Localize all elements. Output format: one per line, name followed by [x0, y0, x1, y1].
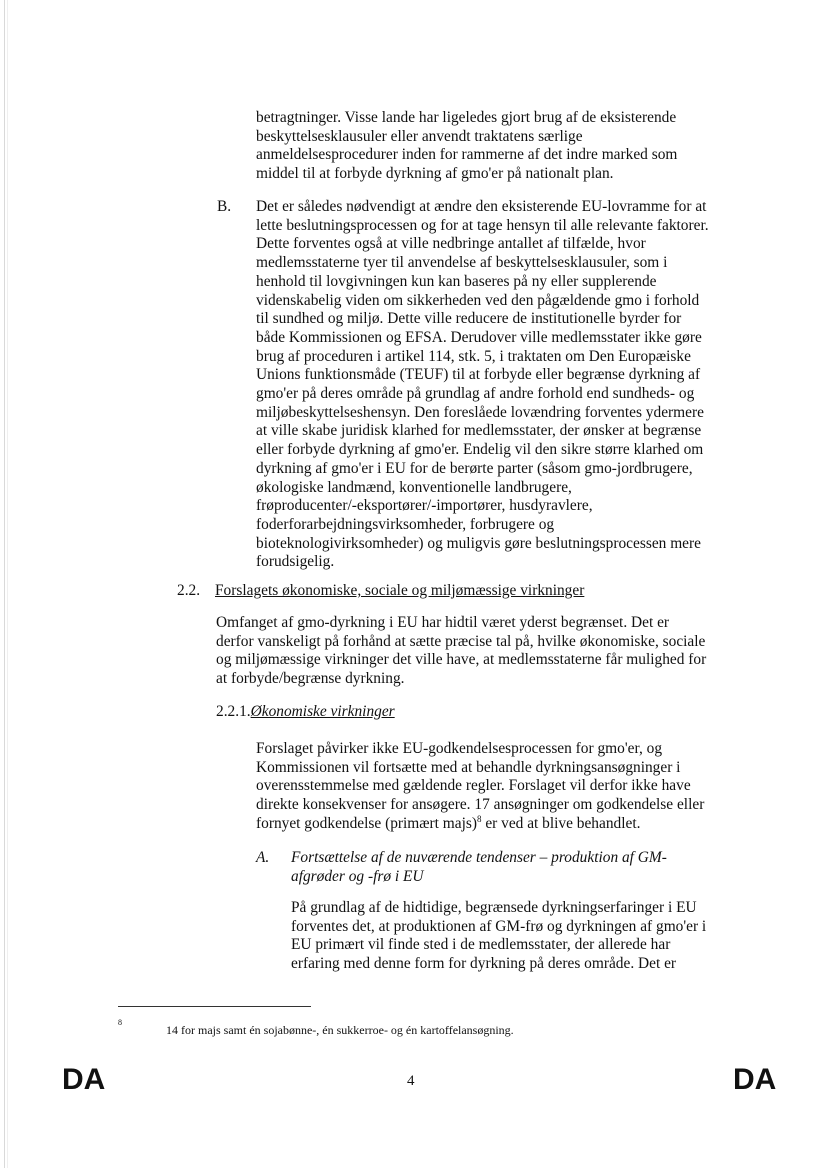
item-b-line: brug af proceduren i artikel 114, stk. 5, i traktaten om Den Europæiske	[256, 347, 691, 365]
item-b-line: henhold til lovgivningen kun kan baseres på ny eller supplerende	[256, 272, 657, 290]
intro-line: anmeldelsesprocedurer inden for rammerne af det indre marked som	[256, 146, 678, 164]
item-b-line: miljøbeskyttelseshensyn. Den foreslåede lovændring forventes ydermere	[256, 403, 704, 421]
item-b-paragraph	[256, 198, 726, 572]
item-a-line: erfaring med denne form for dyrkning på deres område. Det er	[291, 955, 677, 973]
section-2-2-1-line: Kommissionen vil fortsætte med at behandle dyrkningsansøgninger i	[256, 758, 681, 776]
intro-line: beskyttelsesklausuler eller anvendt traktatens særlige	[256, 127, 583, 145]
section-2-2-1-paragraph	[256, 740, 726, 834]
item-b-line: økologiske landmænd, konventionelle landbrugere,	[256, 478, 572, 496]
scan-edge-line	[4, 0, 5, 1168]
language-code-right: DA	[733, 1063, 777, 1096]
section-2-2-1-line: overensstemmelse med gældende regler. Forslaget vil derfor ikke have	[256, 777, 691, 795]
section-2-2-line: Omfanget af gmo-dyrkning i EU har hidtil været yderst begrænset. Det er	[216, 614, 670, 631]
item-b-line: bioteknologivirksomheder) og muligvis gøre beslutningsprocessen mere	[256, 534, 701, 552]
footnote-mark: 8	[118, 1018, 122, 1027]
section-2-2-1-heading	[216, 703, 395, 722]
item-b-line: eller forbyde dyrkning af gmo'er. Endelig vil den sikre større klarhed om	[256, 441, 704, 459]
item-a-paragraph	[291, 899, 726, 974]
item-a-line: forventes det, at produktionen af GM-frø og dyrkningen af gmo'er i	[291, 917, 707, 935]
section-2-2-1-line: direkte konsekvenser for ansøgere. 17 ansøgninger om godkendelse eller	[256, 796, 705, 814]
line-text: fornyet godkendelse (primært majs)	[256, 814, 477, 832]
footnote-text: 14 for majs samt én sojabønne-, én sukkerroe- og én kartoffelansøgning.	[166, 1023, 514, 1037]
item-a-title-line: Fortsættelse af de nuværende tendenser – produktion af GM-	[291, 849, 667, 866]
item-b-line: Det er således nødvendigt at ændre den eksisterende EU-lovramme for at	[256, 198, 707, 215]
item-b-line: gmo'er på deres område på grundlag af andre forhold end sundheds- og	[256, 385, 695, 403]
item-b-label: B.	[217, 198, 232, 215]
section-number: 2.2.	[177, 582, 201, 599]
item-a-label: A.	[256, 849, 270, 866]
item-b-line: dyrkning af gmo'er i EU for de berørte parter (såsom gmo-jordbrugere,	[256, 459, 693, 477]
item-b-line: forudsigelig.	[256, 553, 335, 571]
section-title: Forslagets økonomiske, sociale og miljømæssige virkninger	[215, 582, 585, 599]
item-b-line: at ville skabe juridisk klarhed for medlemsstater, der ønsker at begrænse	[256, 422, 702, 440]
item-a-line: På grundlag af de hidtidige, begrænsede dyrkningserfaringer i EU	[291, 899, 697, 916]
subsection-title: Økonomiske virkninger	[250, 703, 395, 720]
language-code-left: DA	[62, 1063, 106, 1096]
item-b-line: frøproducenter/-eksportører/-importører, husdyravlere,	[256, 497, 593, 515]
item-a-line: EU primært vil finde sted i de medlemsstater, der allerede har	[291, 936, 671, 954]
item-b-line: videnskabelig viden om sikkerheden ved den pågældende gmo i forhold	[256, 291, 700, 309]
line-text: er ved at blive behandlet.	[481, 814, 641, 832]
section-2-2-heading	[177, 582, 737, 601]
footnote-reference[interactable]: 8	[476, 813, 482, 824]
section-2-2-line: at forbyde/begrænse dyrkning.	[216, 670, 405, 688]
item-b-line: lette beslutningsprocessen og for at tage hensyn til alle relevante faktorer.	[256, 216, 709, 234]
item-b-line: til sundhed og miljø. Dette ville reducere de institutionelle byrder for	[256, 310, 682, 328]
section-2-2-paragraph	[216, 614, 726, 689]
intro-line: betragtninger. Visse lande har ligeledes gjort brug af de eksisterende	[256, 109, 677, 126]
item-a-title-line: afgrøder og -frø i EU	[291, 867, 424, 885]
item-b-line: medlemsstaterne tyer til anvendelse af beskyttelsesklausuler, som i	[256, 254, 668, 272]
item-b-line: Unions funktionsmåde (TEUF) til at forbyde eller begrænse dyrkning af	[256, 366, 701, 384]
section-2-2-line: og miljømæssige virkninger det ville have, at medlemsstaterne får mulighed for	[216, 651, 707, 669]
scan-edge-line-secondary	[7, 0, 8, 1168]
page-number: 4	[407, 1073, 415, 1089]
section-2-2-1-line: Forslaget påvirker ikke EU-godkendelsesprocessen for gmo'er, og	[256, 740, 663, 757]
section-2-2-1-line	[256, 815, 726, 834]
item-b-line: foderforarbejdningsvirksomheder, forbrugere og	[256, 515, 555, 533]
footnote-separator	[118, 1006, 311, 1007]
subsection-number: 2.2.1.	[216, 703, 251, 720]
section-2-2-line: derfor vanskeligt på forhånd at sætte præcise tal på, hvilke økonomiske, sociale	[216, 632, 706, 650]
intro-line: middel til at forbyde dyrkning af gmo'er på nationalt plan.	[256, 165, 614, 183]
intro-paragraph	[256, 109, 726, 184]
item-a-title	[291, 849, 726, 886]
item-b-line: både Kommissionen og EFSA. Derudover ville medlemsstater ikke gøre	[256, 328, 702, 346]
item-b-line: Dette forventes også at ville nedbringe antallet af tilfælde, hvor	[256, 235, 646, 253]
